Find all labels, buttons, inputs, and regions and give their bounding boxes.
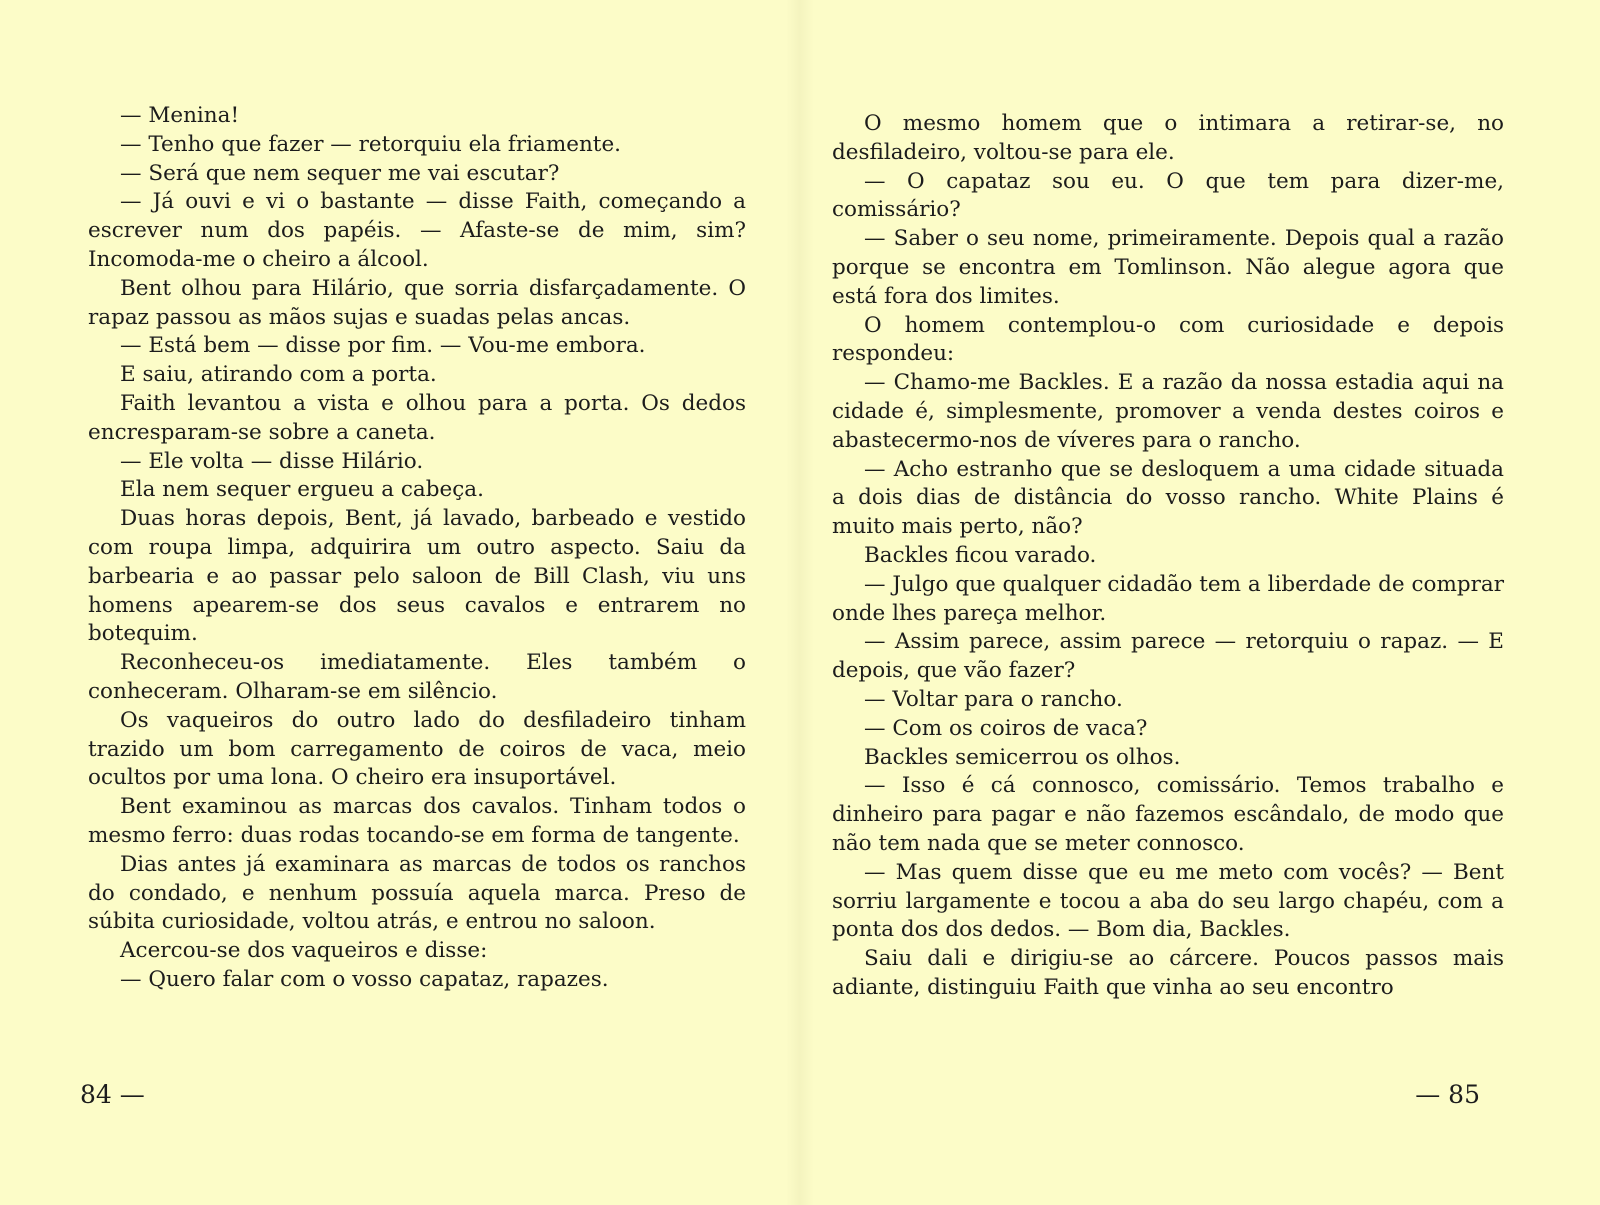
paragraph: — Será que nem sequer me vai escutar? [120,160,560,186]
paragraph: — Julgo que qualquer cidadão tem a liberdade de comprar onde lhes pareça melhor. [832,571,1504,626]
paragraph: Duas horas depois, Bent, já lavado, barbeado e vestido com roupa limpa, adquirira um outro aspecto. Saiu da barbearia e ao passar pelo saloon de Bill Clash, viu uns homens apearem-se dos seus cavalos e entrarem no botequim. [88,506,746,647]
right-page [800,0,1600,1205]
paragraph: Acercou-se dos vaqueiros e disse: [120,938,488,964]
paragraph: — Menina! [120,103,240,128]
paragraph: Dias antes já examinara as marcas de todos os ranchos do condado, e nenhum possuía aquela marca. Preso de súbita curiosidade, voltou atrás, e entrou no saloon. [88,851,746,935]
paragraph: Reconheceu-os imediatamente. Eles também o conheceram. Olharam-se em silêncio. [88,650,746,704]
paragraph: Backles semicerrou os olhos. [864,744,1181,770]
paragraph: — Mas quem disse que eu me meto com vocês? — Bent sorriu largamente e tocou a aba do seu largo chapéu, com a ponta dos dos dedos. — Bom dia, Backles. [832,859,1504,943]
paragraph: — Está bem — disse por fim. — Vou-me embora. [120,333,646,359]
right-page-text [832,110,1504,1003]
paragraph: Ela nem sequer ergueu a cabeça. [120,477,484,503]
paragraph: Bent examinou as marcas dos cavalos. Tinham todos o mesmo ferro: duas rodas tocando-se em forma de tangente. [88,794,746,848]
paragraph: — Quero falar com o vosso capataz, rapazes. [120,966,609,992]
page-number-left: 84 — [80,1080,145,1109]
paragraph: O mesmo homem que o intimara a retirar-se, no desfiladeiro, voltou-se para ele. [832,111,1504,165]
paragraph: Backles ficou varado. [864,542,1097,568]
paragraph: — O capataz sou eu. O que tem para dizer-me, comissário? [832,168,1504,223]
paragraph: Faith levantou a vista e olhou para a porta. Os dedos encresparam-se sobre a caneta. [88,390,746,445]
paragraph: — Acho estranho que se desloquem a uma cidade situada a dois dias de distância do vosso rancho. White Plains é muito mais perto, não? [832,456,1504,540]
paragraph: — Isso é cá connosco, comissário. Temos trabalho e dinheiro para pagar e não fazemos escândalo, de modo que não tem nada que se meter connosco. [832,773,1504,856]
paragraph: Saiu dali e dirigiu-se ao cárcere. Poucos passos mais adiante, distinguiu Faith que vinha ao seu encontro [832,946,1504,1000]
paragraph: — Tenho que fazer — retorquiu ela friamente. [120,131,622,157]
left-page-text [88,102,746,995]
paragraph: O homem contemplou-o com curiosidade e depois respondeu: [832,312,1504,367]
paragraph: — Ele volta — disse Hilário. [120,448,424,474]
paragraph: — Com os coiros de vaca? [864,715,1148,741]
paragraph: — Voltar para o rancho. [864,686,1123,712]
paragraph: — Saber o seu nome, primeiramente. Depois qual a razão porque se encontra em Tomlinson. Não alegue agora que está fora dos limites. [832,226,1504,309]
paragraph: — Já ouvi e vi o bastante — disse Faith, começando a escrever num dos papéis. — Afaste-se de mim, sim? Incomoda-me o cheiro a álcool. [88,189,746,272]
paragraph: — Assim parece, assim parece — retorquiu o rapaz. — E depois, que vão fazer? [832,629,1504,684]
paragraph: Os vaqueiros do outro lado do desfiladeiro tinham trazido um bom carregamento de coiros de vaca, meio ocultos por uma lona. O cheiro era insuportável. [88,707,746,791]
paragraph: E saiu, atirando com a porta. [120,362,437,388]
paragraph: — Chamo-me Backles. E a razão da nossa estadia aqui na cidade é, simplesmente, promover a venda destes coiros e abastecermo-nos de víveres para o rancho. [832,370,1504,453]
paragraph: Bent olhou para Hilário, que sorria disfarçadamente. O rapaz passou as mãos sujas e suadas pelas ancas. [88,275,746,330]
page-number-right: — 85 [1415,1080,1480,1109]
